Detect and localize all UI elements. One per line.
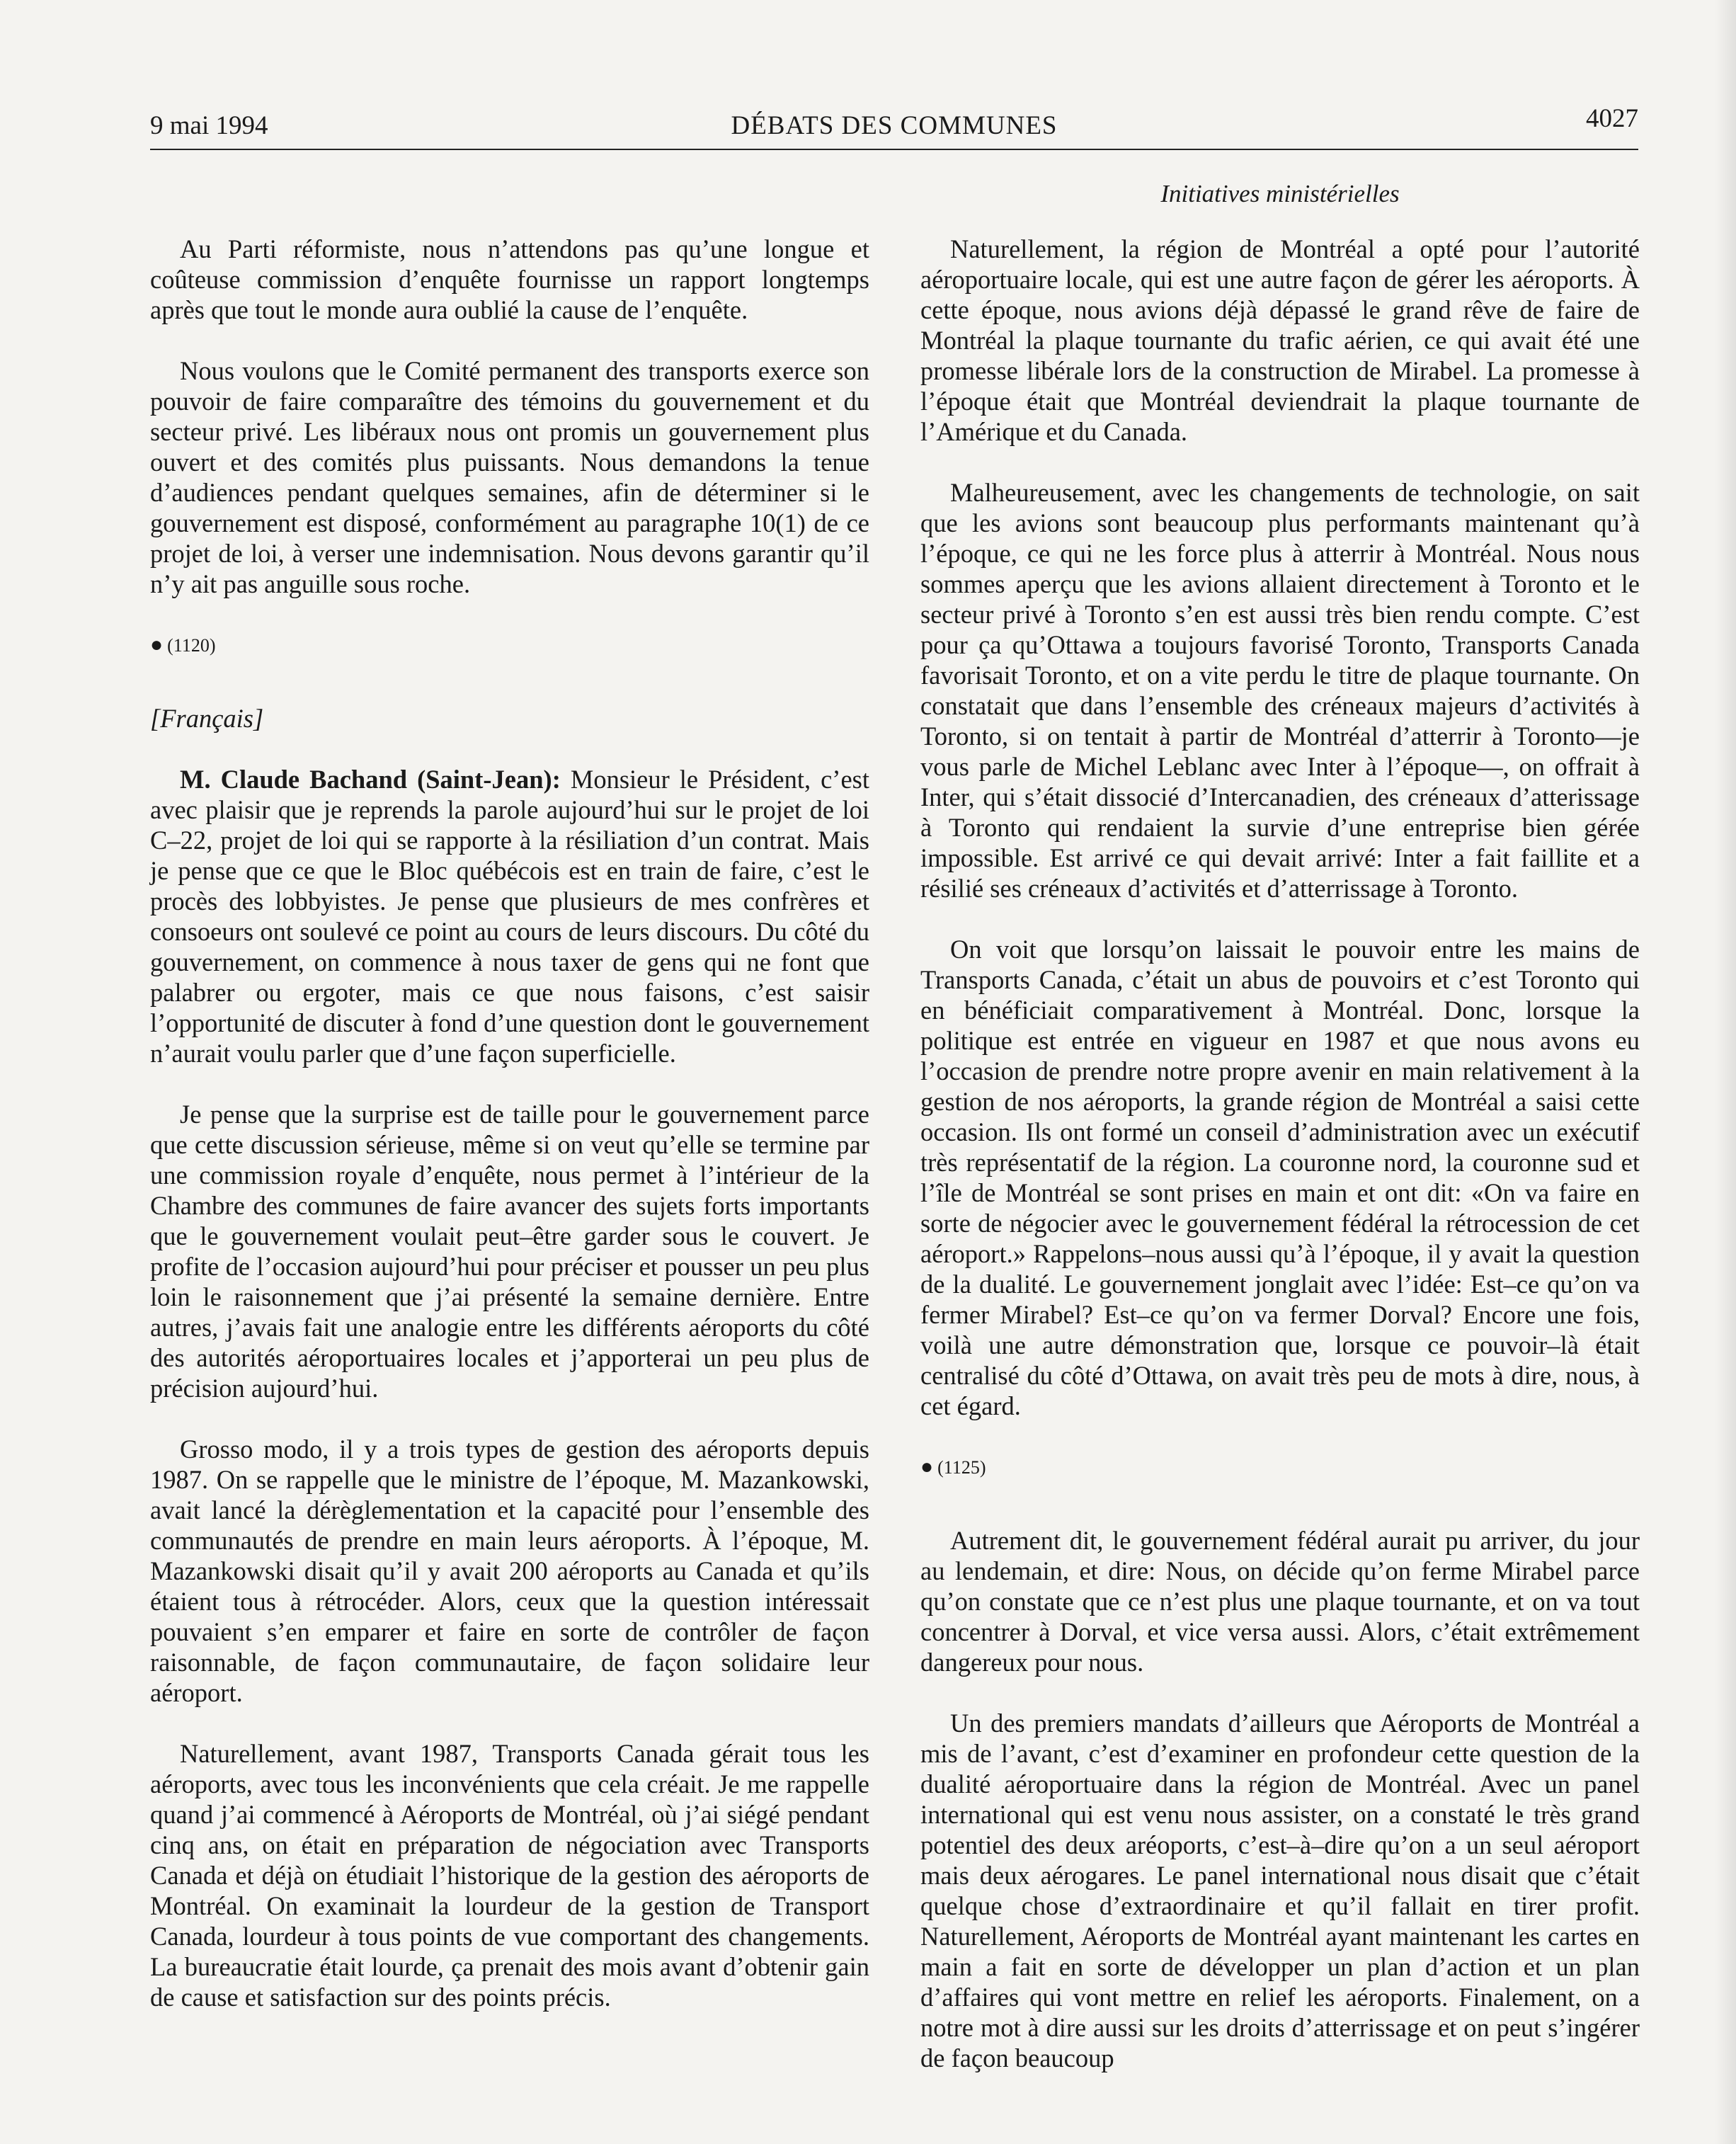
- right-column: [920, 234, 1640, 2104]
- scan-edge-shadow: [1715, 0, 1736, 2144]
- bullet-icon: ●: [150, 633, 164, 656]
- bullet-icon: ●: [920, 1455, 934, 1478]
- paragraph: Naturellement, avant 1987, Transports Canada gérait tous les aéroports, avec tous les inconvénients que cela créait. Je me rappelle quand j’ai commencé à Aéroports de Montréal, où j’ai siégé pendant cinq ans, on était en préparation de négociation avec Transports Canada et déjà on étudiait l’historique de la gestion des aéroports de Montréal. On examinait la lourdeur de la gestion de Transport Canada, lourdeur à tous points de vue comportant des changements. La bureaucratie était lourde, ça prenait des mois avant d’obtenir gain de cause et satisfaction sur des points précis.: [150, 1739, 869, 2012]
- language-tag: [Français]: [150, 704, 264, 733]
- paragraph: Grosso modo, il y a trois types de gestion des aéroports depuis 1987. On se rappelle que le ministre de l’époque, M. Mazankowski, avait lancé la dérèglementation et la capacité pour l’ensemble des communautés de prendre en main leurs aéroports. À l’époque, M. Mazankowski disait qu’il y avait 200 aéroports au Canada et qu’ils étaient tous à rétrocéder. Alors, ceux que la question intéressait pouvaient s’en emparer et faire en sorte de contrôler de façon raisonnable, de façon communautaire, de façon solidaire leur aéroport.: [150, 1435, 869, 1707]
- speaker-name: M. Claude Bachand (Saint-Jean):: [180, 765, 561, 794]
- header-date: 9 mai 1994: [150, 111, 268, 140]
- paragraph: Naturellement, la région de Montréal a opté pour l’autorité aéroportuaire locale, qui est une autre façon de gérer les aéroports. À cette époque, nous avions déjà dépassé le grand rêve de faire de Montréal la plaque tournante du trafic aérien, ce qui avait été une promesse libérale lors de la construction de Mirabel. La promesse à l’époque était que Montréal deviendrait la plaque tournante de l’Amérique et du Canada.: [920, 234, 1640, 446]
- paragraph: Un des premiers mandats d’ailleurs que Aéroports de Montréal a mis de l’avant, c’est d’examiner en profondeur cette question de la dualité aéroportuaire dans la région de Montréal. Avec un panel international qui est venu nous assister, on a constaté le très grand potentiel des deux aréoports, c’est–à–dire qu’on a un seul aéroport mais deux aérogares. Le panel international nous disait que c’était quelque chose d’extraordinaire et qu’il fallait en tirer profit. Naturellement, Aéroports de Montréal ayant maintenant les cartes en main a fait en sorte de développer un plan d’action et un plan d’affaires qui vont mettre en relief les aéroports. Finalement, on a notre mot à dire aussi sur les droits d’atterrissage et on peut s’ingérer de façon beaucoup: [920, 1709, 1640, 2072]
- paragraph: Nous voulons que le Comité permanent des transports exerce son pouvoir de faire comparaître des témoins du gouvernement et du secteur privé. Les libéraux nous ont promis un gouvernement plus ouvert et des comités plus puissants. Nous demandons la tenue d’audiences pendant quelques semaines, afin de déterminer si le gouvernement est disposé, conformément au paragraphe 10(1) de ce projet de loi, à verser une indemnisation. Nous devons garantir qu’il n’y ait pas anguille sous roche.: [150, 356, 869, 598]
- paragraph: Je pense que la surprise est de taille pour le gouvernement parce que cette discussion sérieuse, même si on veut qu’elle se termine par une commission royale d’enquête, nous permet à l’intérieur de la Chambre des communes de faire avancer des sujets forts importants que le gouvernement voulait peut–être garder sous le couvert. Je profite de l’occasion aujourd’hui pour préciser et pousser un peu plus loin le raisonnement que j’ai présenté la semaine dernière. Entre autres, j’avais fait une analogie entre les différents aéroports du côté des autorités aéroportuaires locales et j’apporterai un peu plus de précision aujourd’hui.: [150, 1100, 869, 1403]
- paragraph: Malheureusement, avec les changements de technologie, on sait que les avions sont beaucoup plus performants maintenant qu’à l’époque, ce qui ne les force plus à atterrir à Montréal. Nous nous sommes aperçu que les avions allaient directement à Toronto et le secteur privé à Toronto s’en est aussi très bien rendu compte. C’est pour ça qu’Ottawa a toujours favorisé Toronto, Transports Canada favorisait Toronto, et on a vite perdu le titre de plaque tournante. On constatait que dans l’ensemble des créneaux majeurs d’activités à Toronto, si on tentait à partir de Montréal d’atterrir à Toronto—je vous parle de Michel Leblanc avec Inter à l’époque—, on offrait à Inter, qui s’était dissocié d’Intercanadien, des créneaux d’atterissage à Toronto qui rendaient la survie d’une entreprise bien gérée impossible. Est arrivé ce qui devait arrivé: Inter a fait faillite et a résilié ses créneaux d’activités et d’atterrissage à Toronto.: [920, 478, 1640, 903]
- time-marker: [920, 1452, 1640, 1483]
- time-marker: [150, 629, 869, 661]
- paragraph: Au Parti réformiste, nous n’attendons pas qu’une longue et coûteuse commission d’enquête fournisse un rapport longtemps après que tout le monde aura oublié la cause de l’enquête.: [150, 234, 869, 324]
- time-marker-label: (1125): [937, 1457, 986, 1478]
- running-head: Initiatives ministérielles: [1160, 180, 1400, 207]
- left-column: [150, 234, 869, 2043]
- paragraph: On voit que lorsqu’on laissait le pouvoir entre les mains de Transports Canada, c’était un abus de pouvoirs et c’est Toronto qui en bénéficiait comparativement à Montréal. Donc, lorsque la politique est entrée en vigueur en 1987 et que nous avons eu l’occasion de prendre notre propre avenir en main relativement à la gestion de nos aéroports, la grande région de Montréal a saisi cette occasion. Ils ont formé un conseil d’administration avec un exécutif très représentatif de la région. La couronne nord, la couronne sud et l’île de Montréal se sont prises en main et ont dit: «On va faire en sorte de négocier avec le gouvernement fédéral la rétrocession de cet aéroport.» Rappelons–nous aussi qu’à l’époque, il y avait la question de la dualité. Le gouvernement jonglait avec l’idée: Est–ce qu’on va fermer Mirabel? Est–ce qu’on va fermer Dorval? Encore une fois, voilà une autre démonstration que, lorsque ce pouvoir–là était centralisé du côté d’Ottawa, on avait très peu de mots à dire, nous, à cet égard.: [920, 935, 1640, 1420]
- header-title: DÉBATS DES COMMUNES: [731, 111, 1058, 140]
- speech-paragraph: [150, 764, 869, 1068]
- speech-text: Monsieur le Président, c’est avec plaisir que je reprends la parole aujourd’hui sur le projet de loi C–22, projet de loi qui se rapporte à la résiliation d’un contrat. Mais je pense que ce que le Bloc québécois est en train de faire, c’est le procès des lobbyistes. Je pense que plusieurs de mes confrères et consoeurs ont soulevé ce point au cours de leurs discours. Du côté du gouvernement, on commence à nous taxer de gens qui ne font que palabrer ou ergoter, mais ce que nous faisons, c’est saisir l’opportunité de discuter à fond d’une question dont le gouvernement n’aurait voulu parler que d’une façon superficielle.: [150, 765, 870, 1068]
- page-number: 4027: [1586, 104, 1638, 133]
- time-marker-label: (1120): [167, 635, 216, 656]
- page-header: [150, 105, 1638, 150]
- paragraph: Autrement dit, le gouvernement fédéral aurait pu arriver, du jour au lendemain, et dire: Nous, on décide qu’on ferme Mirabel parce qu’on constate que ce n’est plus une plaque tournante, et on va tout concentrer à Dorval, et vice versa aussi. Alors, c’était extrêmement dangereux pour nous.: [920, 1526, 1640, 1677]
